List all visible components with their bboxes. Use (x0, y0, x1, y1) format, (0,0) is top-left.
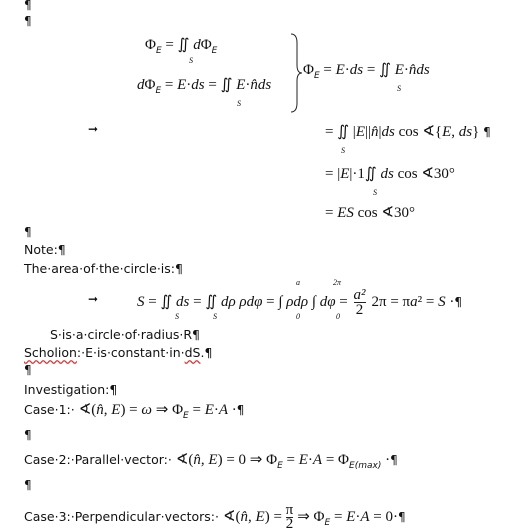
paragraph-mark: ¶ (24, 14, 32, 28)
paragraph-mark: ¶ (24, 0, 32, 12)
scholion-text: :·E·is·constant·in· (76, 345, 185, 360)
paragraph-mark: ¶ (24, 478, 32, 492)
circle-radius-text: S·is·a·circle·of·radius·R¶ (50, 327, 200, 342)
note-label: Note:¶ (24, 242, 66, 257)
flux-equation-line1: $\Phi_E$ = ∬ $d\Phi_E$ S (145, 37, 218, 65)
case1-label: Case·1:· (24, 402, 75, 417)
scholion-word: Scholion (24, 345, 77, 360)
case2: Case·2:·Parallel·vector:· ∢(n̂, E) = 0 ⇒ $\Phi_E = E\cdot A = \Phi_{E(max)}$ ·¶ (24, 452, 398, 471)
investigation-heading: Investigation:¶ (24, 382, 118, 397)
arrow-icon: ➞ (88, 292, 99, 306)
paragraph-mark: ¶ (24, 225, 32, 239)
flux-equation-right: $\Phi_E = E\cdot ds$ = ∬ E·n̂ds S (303, 62, 430, 93)
case3-label: Case·3:·Perpendicular·vectors:· (24, 509, 219, 524)
area-label: The·area·of·the·circle·is:¶ (24, 261, 183, 276)
scholion-ds: dS (184, 345, 201, 360)
arrow-icon: ➞ (88, 122, 99, 136)
area-equation: S = ∬ ds = ∬ dρ ρdφ = ∫ ρdρ ∫ dφ = $\frac{\text{a²}}{2}$ 2π = πa² = S ·¶ S S 0 a 0 2π (137, 278, 462, 321)
case2-label: Case·2:·Parallel·vector:· (24, 452, 172, 467)
flux-equation-line2: $d\Phi_E = E\cdot ds$ = ∬ E·n̂ds S (137, 77, 272, 108)
flux-step3: = ES cos ∢30° (325, 205, 415, 221)
scholion-end: .¶ (200, 345, 213, 360)
paragraph-mark: ¶ (24, 363, 32, 377)
paragraph-mark: ¶ (24, 428, 32, 442)
flux-step2: = |E|·1∬ ds cos ∢30° S (325, 166, 455, 197)
curly-brace (290, 33, 302, 113)
scholion-line (24, 345, 212, 360)
flux-step1: = ∬ |E||n̂|ds cos ∢{E, ds} ¶ S (325, 124, 491, 155)
case1: Case·1:· ∢(n̂, E) = ω ⇒ $\Phi_E = E\cdot A$ ·¶ (24, 402, 245, 421)
case3: Case·3:·Perpendicular·vectors:· ∢(n̂, E) = $\frac{\pi}{2}$ ⇒ $\Phi_E = E\cdot A$ = 0·¶ (24, 502, 406, 532)
